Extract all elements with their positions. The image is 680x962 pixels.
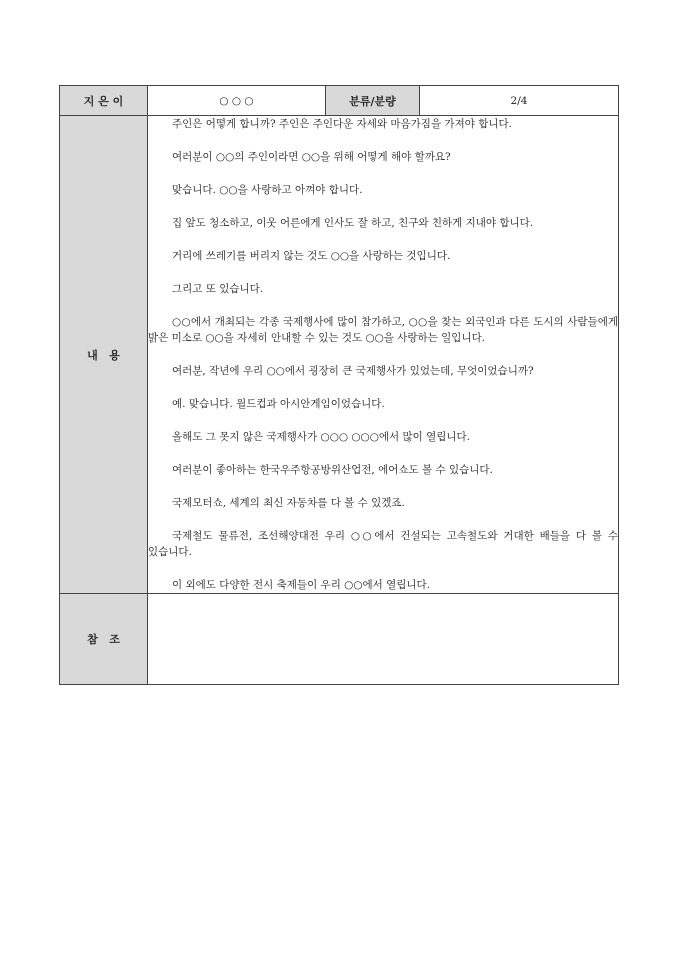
paragraph: 이 외에도 다양한 전시 축제들이 우리 ○○에서 열립니다. (172, 579, 431, 591)
paragraph: 거리에 쓰레기를 버리지 않는 것도 ○○을 사랑하는 것입니다. (172, 250, 451, 262)
header-row (60, 86, 619, 116)
author-label: 지 은 이 (60, 86, 148, 116)
content-row (60, 116, 619, 594)
category-value: 2/4 (420, 86, 619, 116)
content-body (148, 116, 619, 594)
reference-value (148, 594, 619, 685)
paragraph: 여러분이 ○○의 주인이라면 ○○을 위해 어떻게 해야 할까요? (172, 151, 451, 163)
paragraph: 올해도 그 못지 않은 국제행사가 ○○○ ○○○에서 많이 열립니다. (172, 431, 471, 443)
paragraph: 여러분, 작년에 우리 ○○에서 굉장히 큰 국제행사가 있었는데, 무엇이었습니까? (172, 365, 534, 377)
paragraph: 집 앞도 청소하고, 이웃 어른에게 인사도 잘 하고, 친구와 친하게 지내야 합니다. (172, 217, 534, 229)
paragraph: 주인은 어떻게 합니까? 주인은 주인다운 자세와 마음가짐을 가져야 합니다. (172, 118, 512, 130)
reference-label: 참 조 (60, 594, 148, 685)
paragraph: 맞습니다. ○○을 사랑하고 아껴야 합니다. (172, 184, 363, 196)
reference-row (60, 594, 619, 685)
author-value: ○ ○ ○ (148, 86, 326, 116)
paragraph: ○○에서 개최되는 각종 국제행사에 많이 참가하고, ○○을 찾는 외국인과 다른 도시의 사람들에게 밝은 미소로 ○○을 자세히 안내할 수 있는 것도 ○○을 사랑하는 일입니다. (148, 316, 618, 344)
category-label: 분류/분량 (326, 86, 420, 116)
document-form-table (59, 85, 619, 685)
paragraph: 예. 맞습니다. 월드컵과 아시안게임이었습니다. (172, 398, 385, 410)
paragraph: 여러분이 좋아하는 한국우주항공방위산업전, 에어쇼도 볼 수 있습니다. (172, 464, 493, 476)
paragraph: 그리고 또 있습니다. (172, 283, 264, 295)
content-label: 내 용 (60, 116, 148, 594)
paragraph: 국제철도 물류전, 조선해양대전 우리 ○○에서 건설되는 고속철도와 거대한 배들을 다 볼 수 있습니다. (148, 530, 618, 558)
paragraph: 국제모터쇼, 세계의 최신 자동차를 다 볼 수 있겠죠. (172, 497, 405, 509)
